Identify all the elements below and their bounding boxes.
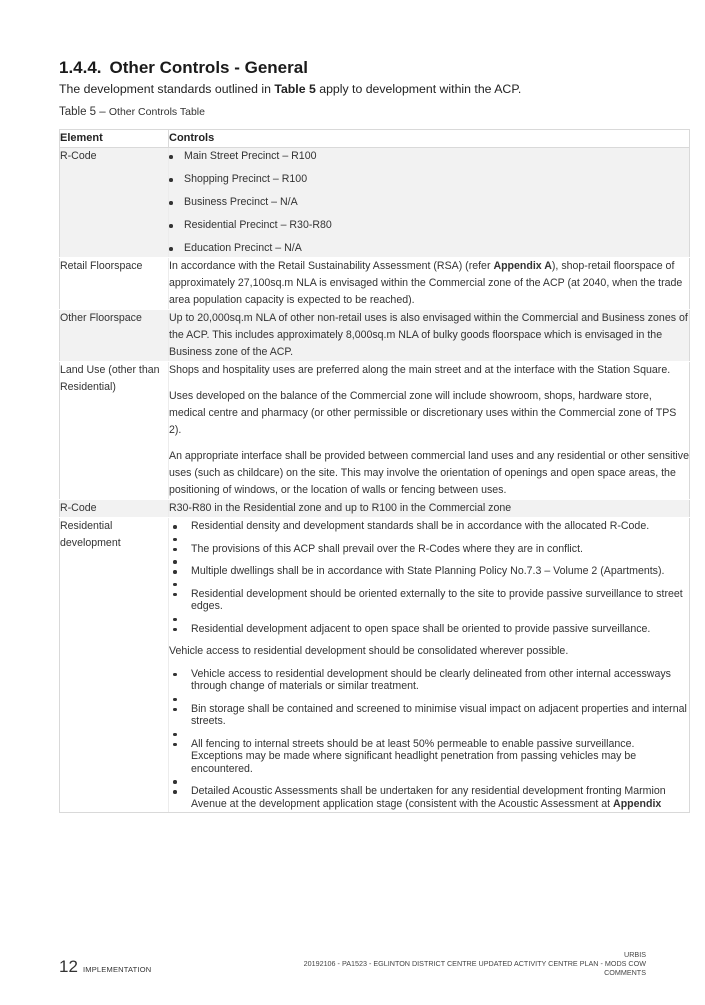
list-spacer (169, 555, 689, 565)
acoustic-text: Detailed Acoustic Assessments shall be undertaken for any residential development fronting Marmion Avenue at the development application stage (consistent with the Acoustic Assessment at (191, 785, 666, 810)
list-item (169, 785, 689, 810)
header-element: Element (60, 130, 169, 148)
list-spacer (169, 775, 689, 785)
section-title: Other Controls - General (109, 58, 308, 77)
list-item: All fencing to internal streets should be at least 50% permeable to enable passive surveillance. Exceptions may be made where significant headlight penetration from passing vehicles may be encountered. (169, 738, 689, 776)
section-heading (59, 58, 308, 78)
list-item: Main Street Precinct – R100 (169, 148, 689, 165)
table-header-row (60, 130, 690, 148)
footer-document-info (226, 950, 646, 977)
footer-company: URBIS (624, 950, 646, 959)
row-element-label: Retail Floorspace (60, 258, 169, 310)
precinct-rcode-list (169, 148, 689, 257)
intro-paragraph (59, 82, 521, 96)
row-controls (169, 148, 690, 258)
residential-controls-list-continued (169, 668, 689, 811)
table-row (60, 500, 690, 518)
footer-document-line: COMMENTS (604, 968, 646, 977)
land-use-paragraph: Uses developed on the balance of the Commercial zone will include showroom, shops, hardware store, medical centre and pharmacy (or other permissible or discretionary uses within the Commercial zone of TPS 2). (169, 390, 677, 436)
row-controls: R30-R80 in the Residential zone and up to R100 in the Commercial zone (169, 500, 690, 518)
list-item: Vehicle access to residential development should be clearly delineated from other internal accessways through change of materials or similar treatment. (169, 668, 689, 693)
page-number: 12 (59, 957, 78, 976)
footer-section-label: IMPLEMENTATION (83, 965, 152, 974)
table-row (60, 362, 690, 500)
list-item: Multiple dwellings shall be in accordance with State Planning Policy No.7.3 – Volume 2 (Apartments). (169, 565, 689, 578)
section-number: 1.4.4. (59, 58, 102, 77)
footer-document-line: 20192106 - PA1523 - EGLINTON DISTRICT CENTRE UPDATED ACTIVITY CENTRE PLAN - MODS COW (303, 959, 646, 968)
list-spacer (169, 578, 689, 588)
vehicle-access-statement: Vehicle access to residential development should be consolidated wherever possible. (169, 645, 569, 657)
list-item: Business Precinct – N/A (169, 194, 689, 211)
list-item: Residential density and development standards shall be in accordance with the allocated R-Code. (169, 520, 689, 533)
row-controls: Up to 20,000sq.m NLA of other non-retail uses is also envisaged within the Commercial and Business zones of the ACP. This includes approximately 8,000sq.m NLA of bulky goods floorspace which is envisaged in the Business zone of the ACP. (169, 310, 690, 362)
row-controls (169, 518, 690, 813)
row-controls (169, 258, 690, 310)
table-caption (59, 106, 205, 118)
list-spacer (169, 728, 689, 738)
retail-text-after: ), shop-retail floorspace of approximately 27,100sq.m NLA is envisaged within the Commercial zone of the ACP (at 2040, when the trade area population capacity is expected to be reached). (169, 260, 683, 306)
table-caption-title: Other Controls Table (108, 106, 205, 118)
list-item: Residential Precinct – R30-R80 (169, 217, 689, 234)
row-element-label: Land Use (other than Residential) (60, 362, 169, 500)
residential-controls-list (169, 520, 689, 635)
list-spacer (169, 693, 689, 703)
header-controls: Controls (169, 130, 690, 148)
land-use-paragraph: An appropriate interface shall be provided between commercial land uses and any residential or other sensitive uses (such as childcare) on the site. This may involve the orientation of openings and open space areas, the positioning of windows, or the location of walls or fencing between uses. (169, 450, 689, 496)
table-row (60, 518, 690, 813)
table-caption-label: Table 5 – (59, 106, 109, 118)
row-element-label: Residential development (60, 518, 169, 813)
land-use-paragraph: Shops and hospitality uses are preferred along the main street and at the interface with the Station Square. (169, 364, 671, 376)
list-item: Residential development should be oriented externally to the site to provide passive surveillance to street edges. (169, 588, 689, 613)
appendix-reference: Appendix (613, 797, 662, 810)
list-item: Bin storage shall be contained and screened to minimise visual impact on adjacent properties and internal streets. (169, 703, 689, 728)
table-row (60, 258, 690, 310)
intro-text-before: The development standards outlined in (59, 82, 275, 96)
list-item: Shopping Precinct – R100 (169, 171, 689, 188)
list-item: The provisions of this ACP shall prevail over the R-Codes where they are in conflict. (169, 543, 689, 556)
row-controls (169, 362, 690, 500)
appendix-a-reference: Appendix A (493, 260, 552, 272)
retail-text-before: In accordance with the Retail Sustainability Assessment (RSA) (refer (169, 260, 494, 272)
list-item: Education Precinct – N/A (169, 240, 689, 257)
list-item: Residential development adjacent to open space shall be oriented to provide passive surveillance. (169, 623, 689, 636)
row-element-label: R-Code (60, 148, 169, 258)
list-spacer (169, 533, 689, 543)
row-element-label: Other Floorspace (60, 310, 169, 362)
other-controls-table (59, 129, 690, 813)
table-row (60, 310, 690, 362)
list-spacer (169, 613, 689, 623)
table-row (60, 148, 690, 258)
intro-table-reference: Table 5 (274, 82, 316, 96)
row-element-label: R-Code (60, 500, 169, 518)
intro-text-after: apply to development within the ACP. (315, 82, 522, 96)
